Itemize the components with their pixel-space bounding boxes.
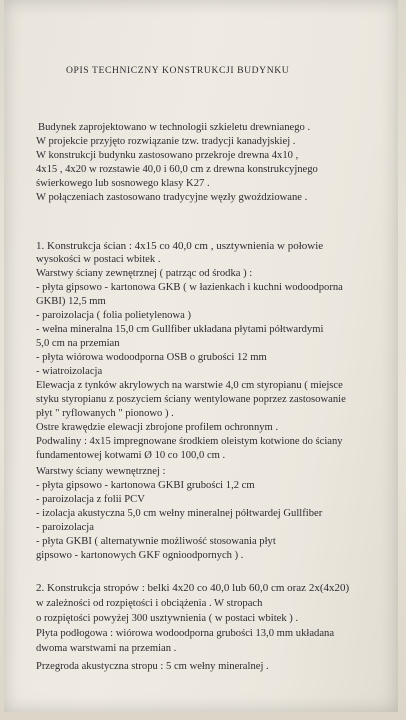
- section1-line: Warstwy ściany wewnętrznej :: [36, 466, 166, 477]
- intro-line: W konstrukcji budynku zastosowano przekroje drewna 4x10 ,: [36, 150, 299, 161]
- section2-line: w zależności od rozpiętości i obciążenia . W stropach: [36, 598, 263, 609]
- section1-line: - płyta wiórowa wodoodporna OSB o grubości 12 mm: [36, 352, 267, 363]
- section1-line: gipsowo - kartonowych GKF ognioodpornych ) .: [36, 550, 244, 561]
- section1-line: Ostre krawędzie elewacji zbrojone profilem ochronnym .: [36, 422, 279, 433]
- section1-line: GKBI) 12,5 mm: [36, 296, 106, 307]
- section1-line: styku styropianu z poszyciem ściany wentylowane poprzez zastosowanie: [36, 394, 346, 405]
- section1-line: - wełna mineralna 15,0 cm Gullfiber układana płytami półtwardymi: [36, 324, 324, 335]
- section2-line: Płyta podłogowa : wiórowa wodoodporna grubości 13,0 mm układana: [36, 628, 335, 639]
- section1-line: fundamentowej kotwami Ø 10 co 100,0 cm .: [36, 450, 226, 461]
- section2-line: o rozpiętości powyżej 300 usztywnienia ( w postaci wbitek ) .: [36, 613, 299, 624]
- intro-line: 4x15 , 4x20 w rozstawie 40,0 i 60,0 cm z drewna konstrukcyjnego: [36, 164, 318, 175]
- section1-line: - paroizolacja ( folia polietylenowa ): [36, 310, 192, 321]
- section1-line: - paroizolacja: [36, 522, 94, 533]
- section1-line: Elewacja z tynków akrylowych na warstwie 4,0 cm styropianu ( miejsce: [36, 380, 343, 391]
- section1-line: - płyta gipsowo - kartonowa GKBI grubości 1,2 cm: [36, 480, 255, 491]
- section1-line: Warstwy ściany zewnętrznej ( patrząc od środka ) :: [36, 268, 253, 279]
- section1-line: - izolacja akustyczna 5,0 cm wełny mineralnej półtwardej Gullfiber: [36, 508, 323, 519]
- section2-heading: 2. Konstrukcja stropów : belki 4x20 co 40,0 lub 60,0 cm oraz 2x(4x20): [36, 582, 350, 594]
- section2-line: dwoma warstwami na przemian .: [36, 643, 177, 654]
- section1-line: płyt " ryflowanych " pionowo ) .: [36, 408, 174, 419]
- section1-line: wysokości w postaci wbitek .: [36, 254, 161, 265]
- intro-line: Budynek zaprojektowano w technologii szkieletu drewnianego .: [38, 122, 311, 133]
- section2-line: Przegroda akustyczna stropu : 5 cm wełny mineralnej .: [36, 661, 269, 672]
- section1-line: - płyta GKBI ( alternatywnie możliwość stosowania płyt: [36, 536, 276, 547]
- paper-page: [4, 0, 398, 712]
- intro-line: świerkowego lub sosnowego klasy K27 .: [36, 178, 210, 189]
- section1-line: - wiatroizolacja: [36, 366, 103, 377]
- section1-line: Podwaliny : 4x15 impregnowane środkiem oleistym kotwione do ściany: [36, 436, 343, 447]
- intro-line: W projekcie przyjęto rozwiązanie tzw. tradycji kanadyjskiej .: [36, 136, 296, 147]
- document-title: OPIS TECHNICZNY KONSTRUKCJI BUDYNKU: [66, 65, 290, 76]
- section1-line: - płyta gipsowo - kartonowa GKB ( w łazienkach i kuchni wodoodporna: [36, 282, 343, 293]
- section1-line: 5,0 cm na przemian: [36, 338, 120, 349]
- intro-line: W połączeniach zastosowano tradycyjne węzły gwoździowane .: [36, 192, 308, 203]
- section1-line: - paroizolacja z folii PCV: [36, 494, 145, 505]
- section1-heading: 1. Konstrukcja ścian : 4x15 co 40,0 cm , usztywnienia w połowie: [36, 240, 324, 252]
